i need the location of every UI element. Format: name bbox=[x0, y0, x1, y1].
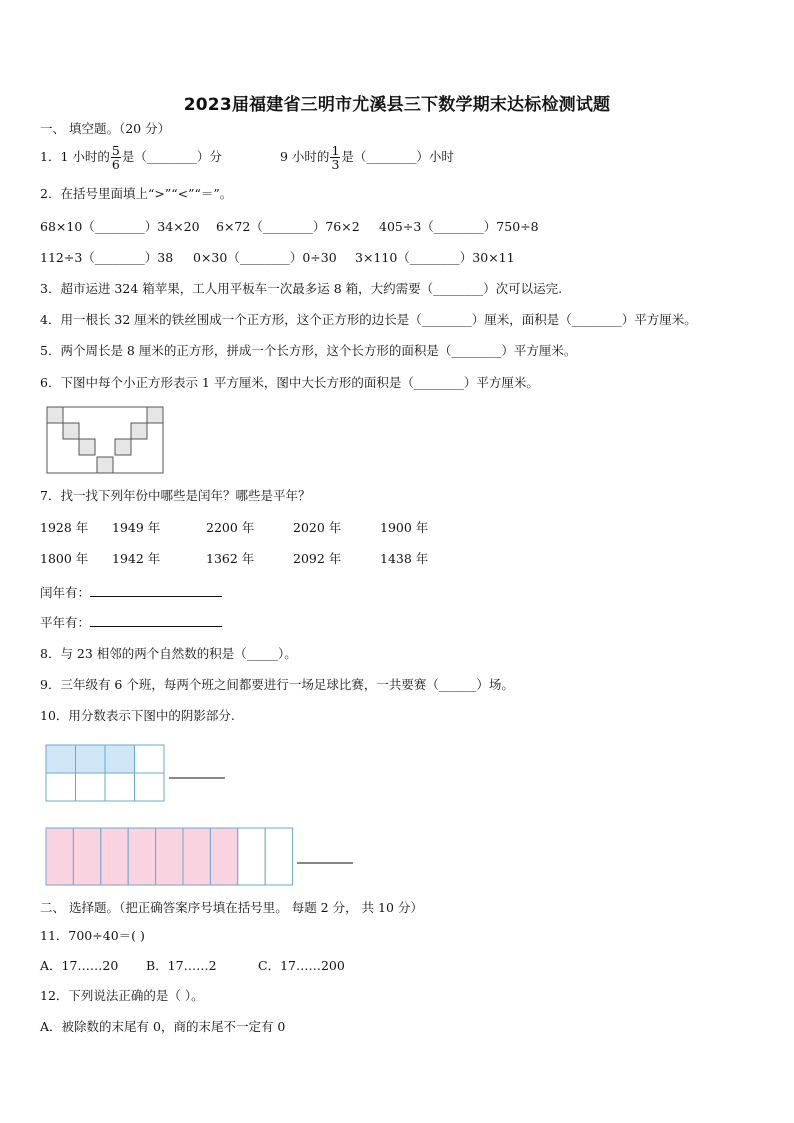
year-item: 1900 年 bbox=[380, 520, 429, 535]
question-10-stem: 10．用分数表示下图中的阴影部分. bbox=[40, 708, 235, 723]
unshaded-cell bbox=[105, 773, 135, 801]
fraction-denominator: 6 bbox=[111, 157, 120, 172]
fraction-strip-figure-2 bbox=[45, 827, 357, 889]
question-11-stem: 11．700÷40＝( ) bbox=[40, 928, 145, 943]
answer-blank bbox=[90, 614, 222, 627]
unshaded-cell bbox=[238, 828, 265, 885]
question-5: 5．两个周长是 8 厘米的正方形，拼成一个长方形，这个长方形的面积是（________）平方厘米。 bbox=[40, 343, 577, 358]
fraction-1-3 bbox=[330, 144, 340, 171]
q2-row1-item: 6×72（________）76×2 bbox=[216, 219, 360, 234]
year-item: 1928 年 bbox=[40, 520, 89, 535]
fraction-numerator: 1 bbox=[331, 143, 340, 158]
fraction-grid-figure-1 bbox=[45, 744, 230, 804]
unit-square bbox=[47, 407, 63, 423]
section1-heading: 一、 填空题。（20 分） bbox=[40, 121, 171, 136]
leap-years-line bbox=[40, 584, 222, 601]
common-years-label: 平年有： bbox=[40, 615, 91, 630]
year-item: 1362 年 bbox=[206, 551, 255, 566]
fraction-denominator: 3 bbox=[331, 157, 340, 172]
year-item: 2092 年 bbox=[293, 551, 342, 566]
shaded-cell bbox=[46, 745, 76, 773]
unshaded-cell bbox=[135, 745, 165, 773]
q1-a-suffix: 是（________）分 bbox=[121, 149, 222, 164]
question-7-stem: 7．找一找下列年份中哪些是闰年？哪些是平年？ bbox=[40, 488, 311, 503]
unshaded-cell bbox=[46, 773, 76, 801]
shaded-cell bbox=[76, 745, 106, 773]
shaded-cell bbox=[183, 828, 210, 885]
page-title: 2023届福建省三明市尤溪县三下数学期末达标检测试题 bbox=[183, 95, 611, 115]
year-item: 1438 年 bbox=[380, 551, 429, 566]
q2-row1-item: 405÷3（________）750÷8 bbox=[379, 219, 539, 234]
unshaded-cell bbox=[265, 828, 292, 885]
question-9: 9．三年级有 6 个班，每两个班之间都要进行一场足球比赛，一共要赛（______）场。 bbox=[40, 677, 514, 692]
unit-square bbox=[147, 407, 163, 423]
section2-heading: 二、 选择题。（把正确答案序号填在括号里。 每题 2 分， 共 10 分） bbox=[40, 900, 423, 915]
shaded-cell bbox=[128, 828, 155, 885]
shaded-cell bbox=[73, 828, 100, 885]
shaded-cell bbox=[101, 828, 128, 885]
question-3: 3．超市运进 324 箱苹果，工人用平板车一次最多运 8 箱，大约需要（________）次可以运完. bbox=[40, 281, 563, 296]
q12-option-a: A．被除数的末尾有 0，商的末尾不一定有 0 bbox=[40, 1019, 286, 1034]
shaded-cell bbox=[156, 828, 183, 885]
q1-a-prefix: 1．1 小时的 bbox=[40, 149, 110, 164]
year-item: 1800 年 bbox=[40, 551, 89, 566]
unit-square bbox=[131, 423, 147, 439]
year-item: 1949 年 bbox=[112, 520, 161, 535]
q11-option-a: A．17……20 bbox=[40, 958, 119, 973]
shaded-cell bbox=[105, 745, 135, 773]
common-years-line bbox=[40, 614, 222, 631]
fraction-5-6 bbox=[111, 144, 121, 171]
q2-row2-item: 112÷3（________）38 bbox=[40, 250, 174, 265]
year-item: 1942 年 bbox=[112, 551, 161, 566]
unshaded-cell bbox=[135, 773, 165, 801]
year-item: 2020 年 bbox=[293, 520, 342, 535]
question-1 bbox=[40, 142, 222, 172]
q1-b-prefix: 9 小时的 bbox=[280, 149, 330, 164]
fraction-numerator: 5 bbox=[111, 143, 120, 158]
answer-blank bbox=[90, 584, 222, 597]
q11-option-b: B．17……2 bbox=[146, 958, 217, 973]
unit-square bbox=[63, 423, 79, 439]
q11-option-c: C．17……200 bbox=[258, 958, 345, 973]
question-8: 8．与 23 相邻的两个自然数的积是（_____）。 bbox=[40, 646, 297, 661]
q2-row1-item: 68×10（________）34×20 bbox=[40, 219, 200, 234]
unit-square bbox=[97, 457, 113, 473]
leap-years-label: 闰年有： bbox=[40, 585, 91, 600]
question-4: 4．用一根长 32 厘米的铁丝围成一个正方形，这个正方形的边长是（________）厘米，面积是（________）平方厘米。 bbox=[40, 312, 697, 327]
question-12-stem: 12．下列说法正确的是（ ）。 bbox=[40, 988, 204, 1003]
q1-b-suffix: 是（________）小时 bbox=[341, 149, 454, 164]
question-6: 6．下图中每个小正方形表示 1 平方厘米，图中大长方形的面积是（________）平方厘米。 bbox=[40, 375, 539, 390]
year-item: 2200 年 bbox=[206, 520, 255, 535]
q2-row2-item: 3×110（________）30×11 bbox=[355, 250, 515, 265]
shaded-cell bbox=[210, 828, 237, 885]
question-1b bbox=[280, 142, 454, 172]
shaded-cell bbox=[46, 828, 73, 885]
question-2-stem: 2．在括号里面填上“>”“<”“＝”。 bbox=[40, 186, 233, 201]
unit-square bbox=[115, 439, 131, 455]
area-grid-figure bbox=[46, 406, 166, 476]
unshaded-cell bbox=[76, 773, 106, 801]
unit-square bbox=[79, 439, 95, 455]
q2-row2-item: 0×30（________）0÷30 bbox=[193, 250, 337, 265]
